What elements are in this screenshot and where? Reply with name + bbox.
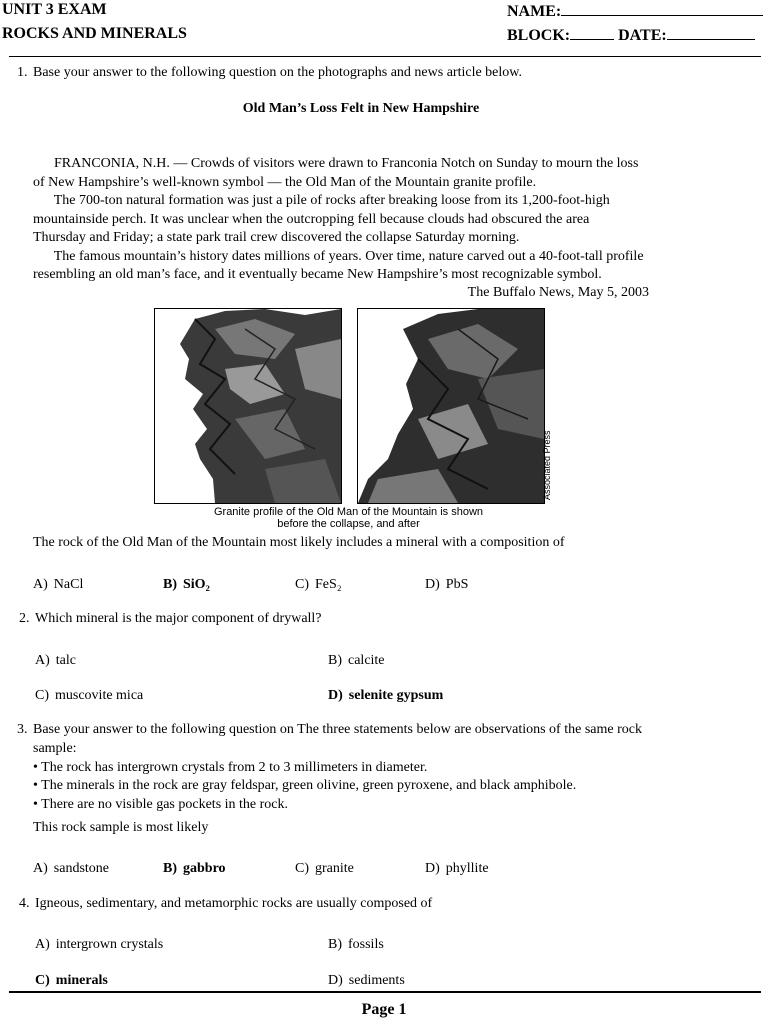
article-source: The Buffalo News, May 5, 2003 bbox=[467, 285, 649, 300]
photo-before bbox=[154, 308, 342, 504]
q3-statement-2: • The minerals in the rock are gray feldspar, green olivine, green pyroxene, and black amphibole. bbox=[33, 778, 577, 793]
q2-choice-d[interactable] bbox=[328, 688, 443, 704]
page-number: Page 1 bbox=[361, 1001, 407, 1018]
q3-statement-1: • The rock has intergrown crystals from 2 to 3 millimeters in diameter. bbox=[33, 760, 428, 775]
q4-choice-a[interactable] bbox=[35, 937, 163, 953]
q4-choice-b[interactable] bbox=[328, 937, 384, 953]
choice-label: A) bbox=[33, 577, 48, 592]
choice-label: D) bbox=[425, 577, 440, 592]
q2-choice-c[interactable] bbox=[35, 688, 143, 704]
exam-subject: ROCKS AND MINERALS bbox=[2, 25, 187, 42]
choice-text: NaCl bbox=[53, 577, 84, 592]
q1-choice-b[interactable] bbox=[163, 577, 210, 593]
choice-label: A) bbox=[35, 937, 50, 952]
q4-number: 4. bbox=[19, 896, 30, 911]
choice-text: selenite gypsum bbox=[348, 688, 444, 703]
choice-label: D) bbox=[328, 688, 343, 703]
photo-after-image bbox=[358, 309, 544, 503]
article-title: Old Man’s Loss Felt in New Hampshire bbox=[242, 101, 480, 116]
q3-choice-d[interactable] bbox=[425, 861, 489, 877]
article-line: FRANCONIA, N.H. — Crowds of visitors were drawn to Franconia Notch on Sunday to mourn the loss bbox=[33, 156, 639, 171]
choice-label: D) bbox=[425, 861, 440, 876]
choice-text: sandstone bbox=[53, 861, 109, 876]
article-line: The famous mountain’s history dates millions of years. Over time, nature carved out a 40-foot-tall profile bbox=[33, 248, 644, 264]
choice-text: talc bbox=[55, 653, 76, 668]
exam-title: UNIT 3 EXAM bbox=[2, 1, 107, 18]
choice-label: A) bbox=[33, 861, 48, 876]
q2-number: 2. bbox=[19, 611, 30, 626]
choice-label: B) bbox=[328, 653, 342, 668]
block-blank[interactable] bbox=[570, 25, 614, 40]
block-date-field[interactable] bbox=[507, 25, 755, 45]
q4-choice-c[interactable] bbox=[35, 973, 108, 989]
choice-text: SiO₂ bbox=[183, 577, 210, 592]
date-label: DATE: bbox=[618, 27, 667, 44]
q4-choice-d[interactable] bbox=[328, 973, 405, 989]
q1-question: The rock of the Old Man of the Mountain most likely includes a mineral with a composition of bbox=[33, 535, 565, 550]
q2-choice-a[interactable] bbox=[35, 653, 76, 669]
choice-text: FeS₂ bbox=[315, 577, 342, 592]
choice-text: muscovite mica bbox=[55, 688, 144, 703]
name-blank[interactable] bbox=[561, 1, 763, 16]
article-line: mountainside perch. It was unclear when the outcropping fell because clouds had obscured the area bbox=[33, 211, 590, 227]
q1-choice-a[interactable] bbox=[33, 577, 83, 593]
choice-label: C) bbox=[35, 688, 49, 703]
q2-choice-b[interactable] bbox=[328, 653, 385, 669]
choice-label: B) bbox=[328, 937, 342, 952]
choice-label: C) bbox=[35, 973, 50, 988]
choice-label: D) bbox=[328, 973, 343, 988]
article-line: Thursday and Friday; a state park trail crew discovered the collapse Saturday morning. bbox=[33, 230, 520, 245]
photo-credit: Associated Press bbox=[542, 430, 552, 500]
article-line: of New Hampshire’s well-known symbol — the Old Man of the Mountain granite profile. bbox=[33, 174, 537, 190]
article-body bbox=[33, 155, 693, 285]
choice-label: B) bbox=[163, 577, 177, 592]
q3-number: 3. bbox=[17, 722, 28, 737]
choice-text: calcite bbox=[348, 653, 385, 668]
caption-line: before the collapse, and after bbox=[277, 518, 420, 530]
choice-label: A) bbox=[35, 653, 50, 668]
choice-text: intergrown crystals bbox=[55, 937, 164, 952]
q1-choice-c[interactable] bbox=[295, 577, 342, 593]
q3-choice-a[interactable] bbox=[33, 861, 109, 877]
choice-text: minerals bbox=[55, 973, 108, 988]
footer-divider bbox=[9, 991, 761, 993]
q1-number: 1. bbox=[17, 65, 28, 80]
choice-text: sediments bbox=[348, 973, 405, 988]
photo-before-image bbox=[155, 309, 341, 503]
choice-text: fossils bbox=[348, 937, 384, 952]
q1-choice-d[interactable] bbox=[425, 577, 468, 593]
q3-intro: Base your answer to the following question on The three statements below are observations of the same rock bbox=[33, 722, 642, 737]
header-divider bbox=[9, 56, 761, 57]
choice-text: granite bbox=[315, 861, 354, 876]
choice-label: B) bbox=[163, 861, 177, 876]
q3-question: This rock sample is most likely bbox=[33, 820, 209, 835]
name-field[interactable] bbox=[507, 1, 763, 21]
block-label: BLOCK: bbox=[507, 27, 571, 44]
q3-choice-c[interactable] bbox=[295, 861, 354, 877]
q4-question: Igneous, sedimentary, and metamorphic rocks are usually composed of bbox=[35, 896, 433, 911]
choice-text: gabbro bbox=[183, 861, 226, 876]
choice-label: C) bbox=[295, 861, 309, 876]
photo-caption bbox=[154, 506, 543, 530]
photo-after bbox=[357, 308, 545, 504]
q1-intro: Base your answer to the following question on the photographs and news article below. bbox=[33, 65, 522, 80]
choice-label: C) bbox=[295, 577, 309, 592]
choice-text: phyllite bbox=[445, 861, 489, 876]
q3-choice-b[interactable] bbox=[163, 861, 226, 877]
q3-intro-cont: sample: bbox=[33, 741, 77, 756]
choice-text: PbS bbox=[445, 577, 469, 592]
date-blank[interactable] bbox=[667, 25, 755, 40]
name-label: NAME: bbox=[507, 3, 562, 20]
caption-line: Granite profile of the Old Man of the Mountain is shown bbox=[213, 506, 484, 518]
article-line: The 700-ton natural formation was just a pile of rocks after breaking loose from its 1,200-foot-high bbox=[33, 193, 610, 208]
article-line: resembling an old man’s face, and it eventually became New Hampshire’s most recognizable symbol. bbox=[33, 267, 602, 282]
q3-statement-3: • There are no visible gas pockets in the rock. bbox=[33, 797, 289, 812]
q2-question: Which mineral is the major component of drywall? bbox=[35, 611, 322, 626]
